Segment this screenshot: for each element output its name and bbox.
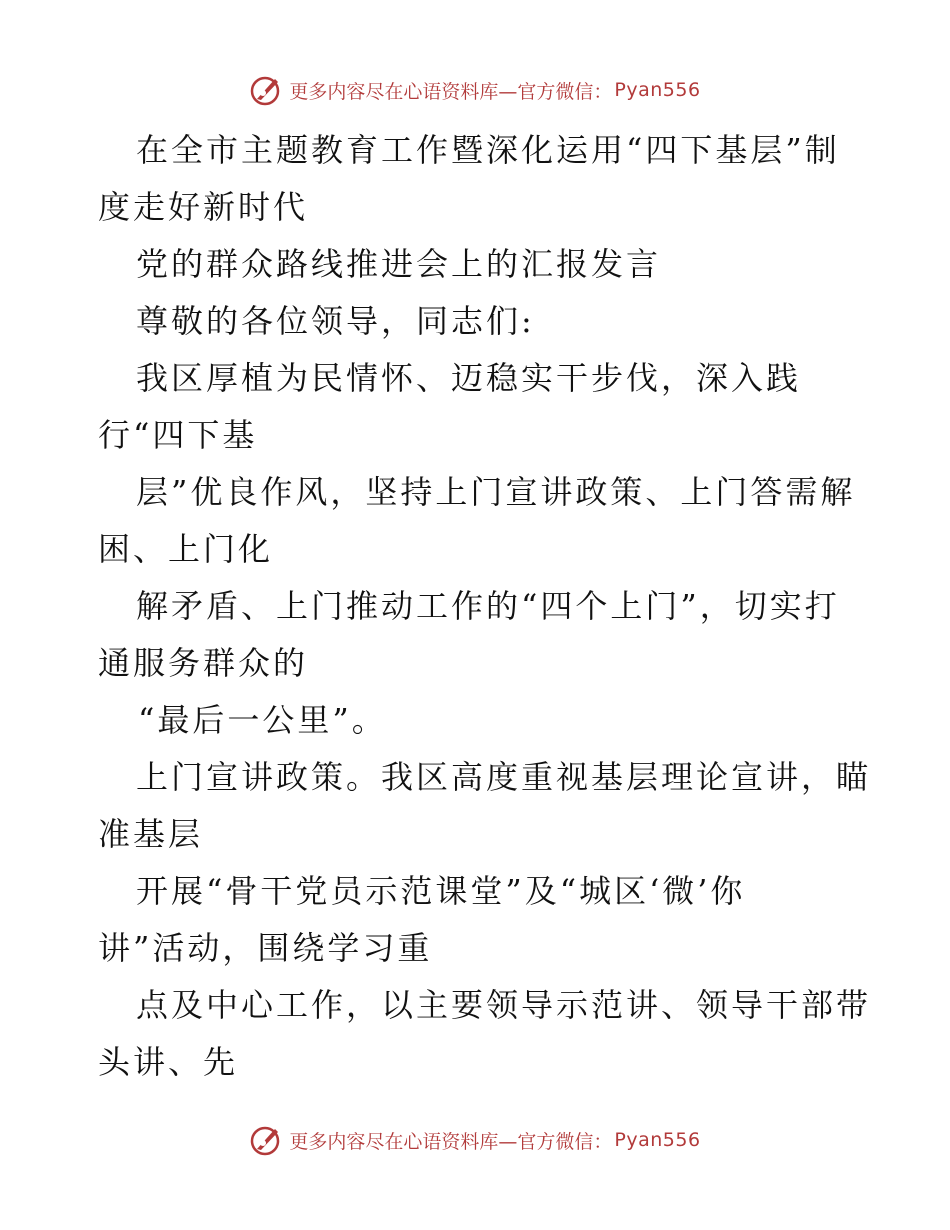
document-body [98, 122, 872, 1091]
quill-pen-icon [249, 73, 283, 107]
text-line: 点及中心工作，以主要领导示范讲、领导干部带 [136, 986, 872, 1024]
watermark-text: 更多内容尽在心语资料库—官方微信： [289, 80, 613, 103]
header-watermark [0, 70, 950, 110]
text-line: 解矛盾、上门推动工作的“四个上门”，切实打 [136, 587, 840, 625]
text-line: 度走好新时代 [98, 188, 309, 226]
text-line: 通服务群众的 [98, 644, 309, 682]
text-line: 党的群众路线推进会上的汇报发言 [136, 245, 662, 283]
text-line: 开展“骨干党员示范课堂”及“城区‘微’你 [136, 872, 746, 910]
text-line: 准基层 [98, 815, 204, 853]
quill-pen-icon [249, 1123, 283, 1157]
text-line: 层”优良作风，坚持上门宣讲政策、上门答需解 [136, 473, 856, 511]
watermark-handle: Pyan556 [614, 1129, 701, 1151]
text-line: 讲”活动，围绕学习重 [98, 929, 433, 967]
text-line: 行“四下基 [98, 416, 258, 454]
text-line: 困、上门化 [98, 530, 274, 568]
watermark-text: 更多内容尽在心语资料库—官方微信： [289, 1130, 613, 1153]
text-line: “最后一公里”。 [138, 701, 387, 739]
text-line: 在全市主题教育工作暨深化运用“四下基层”制 [136, 131, 840, 169]
watermark-handle: Pyan556 [614, 79, 701, 101]
text-line: 头讲、先 [98, 1043, 239, 1081]
text-line: 我区厚植为民情怀、迈稳实干步伐，深入践 [136, 359, 802, 397]
footer-watermark [0, 1120, 950, 1160]
text-line: 上门宣讲政策。我区高度重视基层理论宣讲，瞄 [136, 758, 872, 796]
text-line: 尊敬的各位领导，同志们: [136, 302, 535, 340]
